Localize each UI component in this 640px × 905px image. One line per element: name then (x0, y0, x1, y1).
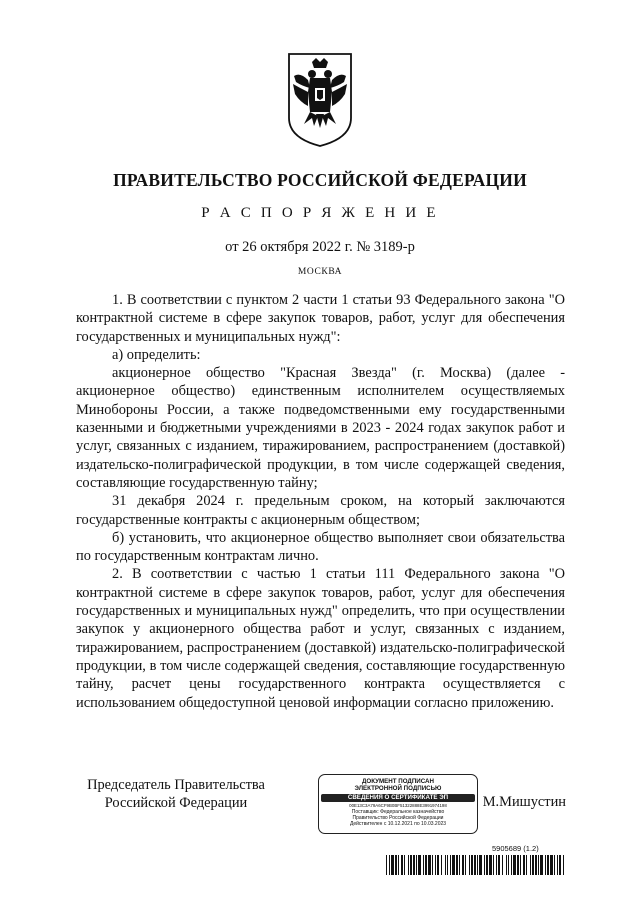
signatory-position-line: Председатель Правительства (87, 777, 265, 793)
barcode-bar (474, 855, 476, 875)
barcode-bar (502, 855, 503, 875)
barcode-bar (445, 855, 446, 875)
barcode-bar (535, 855, 537, 875)
e-signature-stamp (318, 774, 478, 834)
barcode-bar (563, 855, 564, 875)
document-type: Р А С П О Р Я Ж Е Н И Е (201, 205, 439, 221)
barcode-bar (432, 855, 433, 875)
barcode-bar (554, 855, 555, 875)
barcode-bar (545, 855, 546, 875)
barcode-bar (437, 855, 439, 875)
barcode-bar (498, 855, 500, 875)
barcode-bar (513, 855, 516, 875)
barcode-bar (557, 855, 558, 875)
barcode-bar (404, 855, 405, 875)
barcode-bar (391, 855, 394, 875)
barcode-bar (511, 855, 512, 875)
city: МОСКВА (297, 267, 343, 277)
signatory-position (76, 776, 276, 812)
org-name: ПРАВИТЕЛЬСТВО РОССИЙСКОЙ ФЕДЕРАЦИИ (113, 170, 527, 190)
barcode-bar (486, 855, 488, 875)
barcode-bar (496, 855, 497, 875)
barcode-bar (489, 855, 492, 875)
barcode-bar (456, 855, 458, 875)
coat-of-arms-icon (286, 52, 354, 148)
barcode-bar (517, 855, 519, 875)
barcode-bar (450, 855, 451, 875)
paragraph: акционерное общество "Красная Звезда" (г. Москва) (далее - акционерное общество) единственным исполнителем осуществляемых Минобороны России, а также подведомственными ему государственными казенными и бюджетными учреждениями в 2023 - 2024 годах закупок работ и услуг, связанных с изданием, тиражированием, распространением (доставкой) издательско-полиграфической продукции, в том числе содержащей сведения, составляющие государственную тайну; (76, 365, 565, 491)
barcode-bar (523, 855, 525, 875)
barcode-bar (447, 855, 448, 875)
barcode-bar (547, 855, 549, 875)
barcode-bar (418, 855, 421, 875)
stamp-owner: Правительство Российской Федерации (352, 814, 444, 821)
paragraph: 2. В соответствии с частью 1 статьи 111 Федерального закона "О контрактной системе в сфере закупок товаров, работ, услуг для обеспечения государственных и муниципальных нужд" определить, что при осуществлении закупок у акционерного общества работ и услуг, связанных с изданием, тиражированием, распространением (доставкой) издательско-полиграфической продукции, в том числе содержащей сведения, составляющие государственную тайну, расчет цены государственного контракта осуществляется с использованием общедоступной ценовой информации согласно приложению. (76, 566, 565, 711)
stamp-certificate-number: 00E13C3A79A6CF9B0BF51322888E3991974198 (349, 802, 447, 808)
barcode-bar (452, 855, 455, 875)
barcode-bar (477, 855, 478, 875)
barcode-bar (441, 855, 442, 875)
barcode-bar (550, 855, 553, 875)
barcode-bar (462, 855, 464, 875)
barcode-bar (386, 855, 387, 875)
barcode-bar (416, 855, 417, 875)
barcode-bar (471, 855, 473, 875)
barcode-number: 5905689 (1.2) (492, 844, 539, 853)
stamp-line: ДОКУМЕНТ ПОДПИСАН (362, 778, 434, 785)
barcode (386, 855, 566, 875)
date-and-number: от 26 октября 2022 г. № 3189-р (225, 239, 415, 255)
barcode-bar (398, 855, 399, 875)
barcode-bar (538, 855, 539, 875)
barcode-bar (389, 855, 390, 875)
signatory-position-line: Российской Федерации (104, 795, 248, 811)
barcode-bar (532, 855, 534, 875)
barcode-bar (506, 855, 507, 875)
barcode-bar (530, 855, 531, 875)
barcode-bar (479, 855, 482, 875)
paragraph: а) определить: (112, 346, 201, 363)
barcode-bar (465, 855, 466, 875)
signatory-name: М.Мишустин (482, 794, 566, 810)
barcode-bar (540, 855, 543, 875)
barcode-bar (459, 855, 460, 875)
barcode-bar (484, 855, 485, 875)
paragraph: 31 декабря 2024 г. предельным сроком, на который заключаются государственные контракты с акционерным обществом; (76, 493, 565, 528)
barcode-bar (423, 855, 424, 875)
barcode-bar (508, 855, 509, 875)
stamp-validity: Действителен с 10.12.2021 по 10.03.2023 (349, 821, 447, 828)
barcode-bar (428, 855, 431, 875)
barcode-bar (526, 855, 527, 875)
barcode-bar (395, 855, 397, 875)
stamp-issuer: Поставщик: Федеральное казначейство (351, 808, 445, 815)
barcode-bar (425, 855, 427, 875)
barcode-bar (520, 855, 521, 875)
paragraph: б) установить, что акционерное общество выполняет свои обязательства по государственным контрактам лично. (76, 529, 565, 565)
barcode-bar (435, 855, 436, 875)
barcode-bar (410, 855, 412, 875)
barcode-bar (469, 855, 470, 875)
barcode-bar (493, 855, 494, 875)
barcode-bar (413, 855, 415, 875)
document-body (76, 291, 565, 712)
barcode-bar (401, 855, 403, 875)
stamp-certificate-header: СВЕДЕНИЯ О СЕРТИФИКАТЕ ЭП (321, 794, 475, 802)
stamp-line: ЭЛЕКТРОННОЙ ПОДПИСЬЮ (354, 785, 442, 793)
paragraph: 1. В соответствии с пунктом 2 части 1 статьи 93 Федерального закона "О контрактной системе в сфере закупок товаров, работ, услуг для обеспечения государственных и муниципальных нужд": (76, 292, 565, 345)
barcode-bar (408, 855, 409, 875)
barcode-bar (559, 855, 561, 875)
